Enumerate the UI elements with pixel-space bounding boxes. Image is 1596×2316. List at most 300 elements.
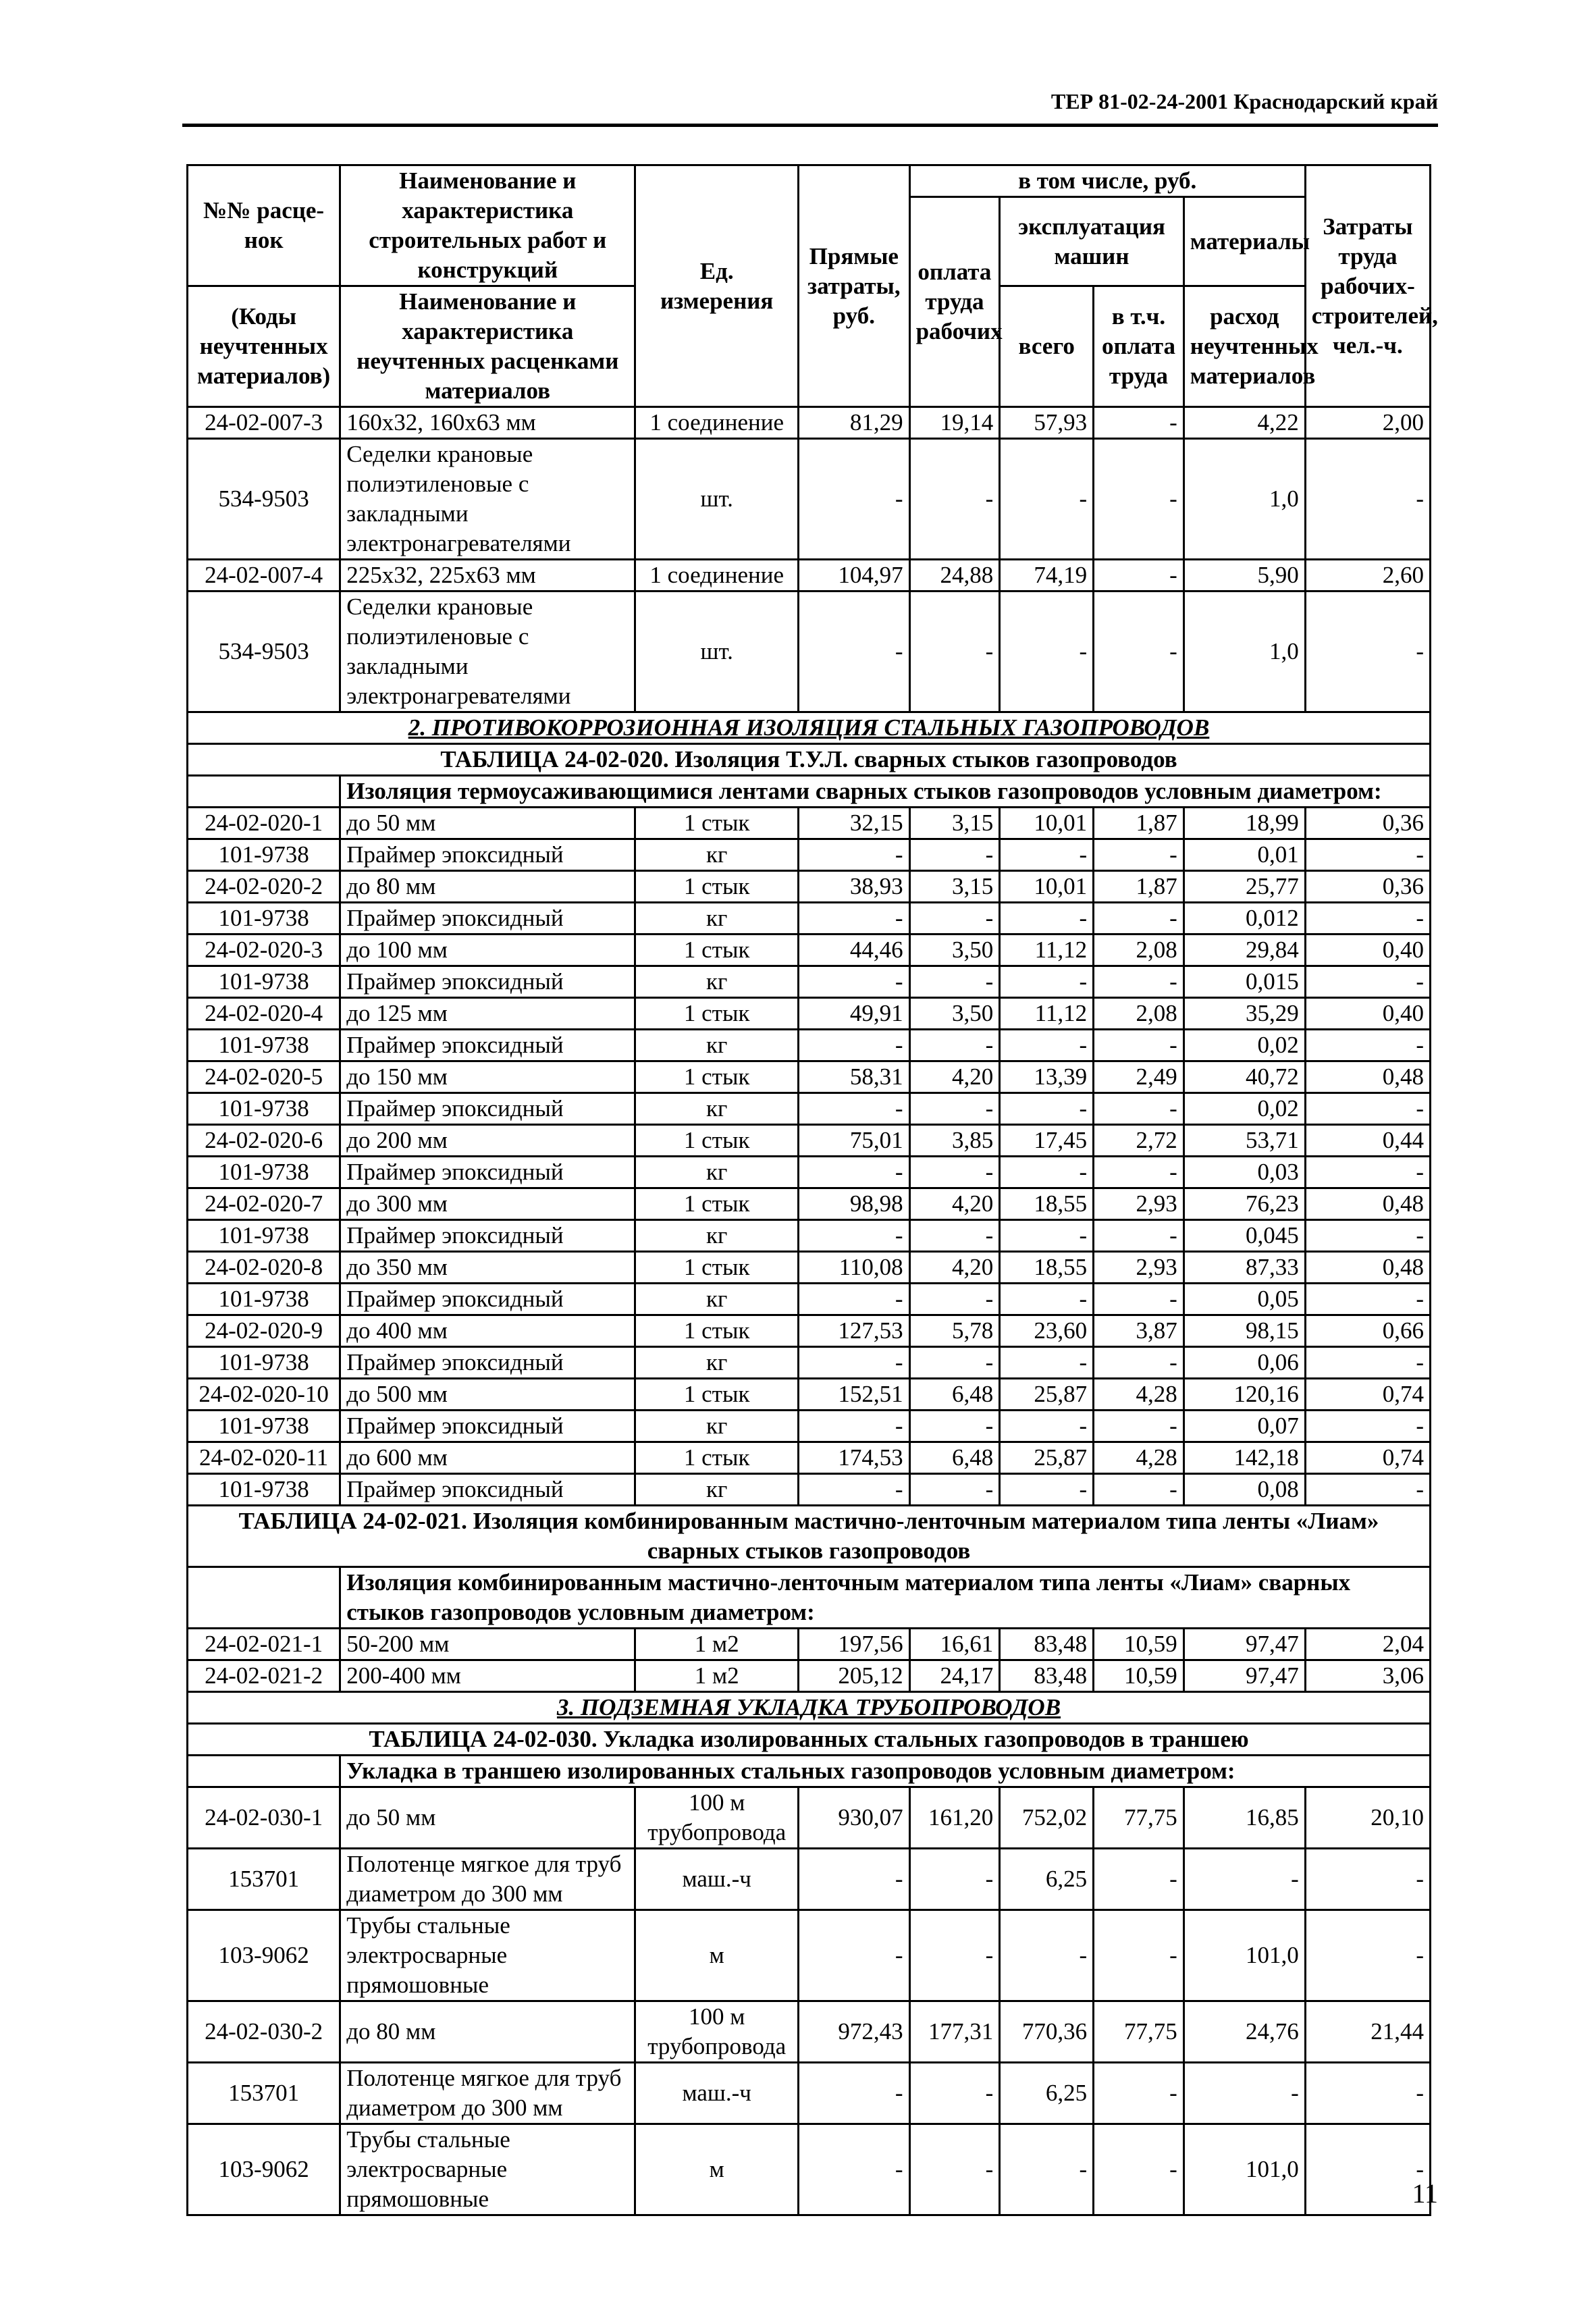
- rate-unit: 1 соединение: [635, 407, 799, 439]
- rate-unit: 1 стык: [635, 998, 799, 1030]
- note-spacer: [188, 776, 340, 808]
- dash-cell: -: [1305, 1284, 1430, 1315]
- wage-cost: 3,85: [909, 1125, 1000, 1157]
- rate-name: до 50 мм: [340, 1787, 635, 1849]
- dash-cell: -: [909, 1474, 1000, 1506]
- rate-unit: 1 стык: [635, 871, 799, 903]
- dash-cell: -: [799, 839, 910, 871]
- dash-cell: -: [909, 1284, 1000, 1315]
- dash-cell: -: [1305, 1220, 1430, 1252]
- labor-cost: 21,44: [1305, 2001, 1430, 2063]
- machine-cost: 6,25: [1000, 2063, 1094, 2124]
- rate-name: до 400 мм: [340, 1315, 635, 1347]
- dash-cell: -: [1183, 1849, 1305, 1910]
- material-unit: маш.-ч: [635, 1849, 799, 1910]
- dash-cell: -: [1094, 966, 1184, 998]
- direct-cost: 174,53: [799, 1442, 910, 1474]
- table-row: [188, 1315, 1431, 1347]
- dash-cell: -: [1094, 1910, 1184, 2001]
- material-row: [188, 903, 1431, 935]
- table-row: [188, 1787, 1431, 1849]
- dash-cell: -: [1000, 1157, 1094, 1188]
- dash-cell: -: [799, 1474, 910, 1506]
- dash-cell: -: [909, 591, 1000, 712]
- table-title: ТАБЛИЦА 24-02-021. Изоляция комбинированным мастично-ленточным материалом типа ленты «Лиам» сварных стыков газопроводов: [188, 1506, 1431, 1567]
- machine-cost: 17,45: [1000, 1125, 1094, 1157]
- direct-cost: 49,91: [799, 998, 910, 1030]
- material-name: Праймер эпоксидный: [340, 1284, 635, 1315]
- machine-cost: 18,55: [1000, 1188, 1094, 1220]
- labor-cost: 0,48: [1305, 1188, 1430, 1220]
- material-cost: 16,85: [1183, 1787, 1305, 1849]
- table-row: [188, 998, 1431, 1030]
- labor-cost: 0,48: [1305, 1252, 1430, 1284]
- material-cost: 4,22: [1183, 407, 1305, 439]
- rate-code: 24-02-020-10: [188, 1379, 340, 1411]
- wage-cost: 3,15: [909, 808, 1000, 839]
- machine-cost: 11,12: [1000, 935, 1094, 966]
- material-unit: кг: [635, 1157, 799, 1188]
- material-unit: кг: [635, 1030, 799, 1061]
- material-code: 101-9738: [188, 1347, 340, 1379]
- dash-cell: -: [1305, 966, 1430, 998]
- dash-cell: -: [909, 1157, 1000, 1188]
- material-cost: 18,99: [1183, 808, 1305, 839]
- dash-cell: -: [1000, 1474, 1094, 1506]
- wage-cost: 5,78: [909, 1315, 1000, 1347]
- material-cost: 87,33: [1183, 1252, 1305, 1284]
- machine-wage: 1,87: [1094, 871, 1184, 903]
- material-code: 101-9738: [188, 1093, 340, 1125]
- material-unit: шт.: [635, 439, 799, 560]
- machine-cost: 752,02: [1000, 1787, 1094, 1849]
- material-code: 101-9738: [188, 839, 340, 871]
- wage-cost: 4,20: [909, 1188, 1000, 1220]
- dash-cell: -: [1000, 439, 1094, 560]
- material-code: 101-9738: [188, 966, 340, 998]
- dash-cell: -: [1000, 1284, 1094, 1315]
- rate-unit: 1 стык: [635, 1061, 799, 1093]
- table-row: [188, 560, 1431, 591]
- material-cost: 24,76: [1183, 2001, 1305, 2063]
- material-row: [188, 839, 1431, 871]
- material-name: Праймер эпоксидный: [340, 1157, 635, 1188]
- table-note: Укладка в траншею изолированных стальных газопроводов условным диаметром:: [340, 1756, 1431, 1787]
- rate-name: до 125 мм: [340, 998, 635, 1030]
- page-number: 11: [1412, 2178, 1438, 2209]
- machine-cost: 13,39: [1000, 1061, 1094, 1093]
- table-row: [188, 1442, 1431, 1474]
- table-row: [188, 1660, 1431, 1692]
- material-row: [188, 1220, 1431, 1252]
- table-row: [188, 2001, 1431, 2063]
- dash-cell: -: [909, 966, 1000, 998]
- col-header-unit: Ед. измерения: [635, 165, 799, 407]
- material-amount: 0,015: [1183, 966, 1305, 998]
- col-header-materials-extra: расход неучтенных материалов: [1183, 286, 1305, 407]
- dash-cell: -: [799, 1093, 910, 1125]
- dash-cell: -: [1000, 966, 1094, 998]
- material-code: 101-9738: [188, 1030, 340, 1061]
- material-amount: 0,05: [1183, 1284, 1305, 1315]
- machine-cost: 74,19: [1000, 560, 1094, 591]
- material-cost: 35,29: [1183, 998, 1305, 1030]
- machine-wage: 10,59: [1094, 1629, 1184, 1660]
- material-row: [188, 1347, 1431, 1379]
- col-header-materials: материалы: [1183, 197, 1305, 286]
- material-unit: м: [635, 2124, 799, 2215]
- labor-cost: 2,60: [1305, 560, 1430, 591]
- table-row: [188, 1125, 1431, 1157]
- direct-cost: 930,07: [799, 1787, 910, 1849]
- material-amount: 0,06: [1183, 1347, 1305, 1379]
- material-name: Трубы стальные электросварные прямошовные: [340, 1910, 635, 2001]
- machine-wage: 2,08: [1094, 998, 1184, 1030]
- rate-code: 24-02-007-4: [188, 560, 340, 591]
- labor-cost: 20,10: [1305, 1787, 1430, 1849]
- rate-unit: 1 стык: [635, 1315, 799, 1347]
- material-name: Трубы стальные электросварные прямошовные: [340, 2124, 635, 2215]
- machine-cost: 83,48: [1000, 1660, 1094, 1692]
- material-amount: 1,0: [1183, 439, 1305, 560]
- table-note: Изоляция комбинированным мастично-ленточным материалом типа ленты «Лиам» сварных стыков газопроводов условным диаметром:: [340, 1567, 1431, 1629]
- rate-unit: 1 стык: [635, 1379, 799, 1411]
- material-name: Полотенце мягкое для труб диаметром до 300 мм: [340, 1849, 635, 1910]
- material-code: 103-9062: [188, 1910, 340, 2001]
- table-title-row: [188, 1506, 1431, 1567]
- machine-wage: 77,75: [1094, 1787, 1184, 1849]
- dash-cell: -: [1094, 591, 1184, 712]
- dash-cell: -: [1094, 1474, 1184, 1506]
- material-unit: шт.: [635, 591, 799, 712]
- rate-code: 24-02-020-3: [188, 935, 340, 966]
- wage-cost: 4,20: [909, 1252, 1000, 1284]
- dash-cell: -: [1305, 2124, 1430, 2215]
- material-amount: 101,0: [1183, 2124, 1305, 2215]
- dash-cell: -: [909, 1411, 1000, 1442]
- direct-cost: 127,53: [799, 1315, 910, 1347]
- machine-wage: 10,59: [1094, 1660, 1184, 1692]
- rates-table: [186, 164, 1438, 2216]
- rate-unit: 1 м2: [635, 1629, 799, 1660]
- dash-cell: -: [799, 1220, 910, 1252]
- dash-cell: -: [909, 903, 1000, 935]
- labor-cost: 0,40: [1305, 935, 1430, 966]
- dash-cell: -: [1000, 591, 1094, 712]
- material-unit: кг: [635, 1347, 799, 1379]
- wage-cost: 161,20: [909, 1787, 1000, 1849]
- material-unit: кг: [635, 1474, 799, 1506]
- machine-wage: 2,93: [1094, 1188, 1184, 1220]
- material-code: 101-9738: [188, 1474, 340, 1506]
- table-row: [188, 871, 1431, 903]
- wage-cost: 3,15: [909, 871, 1000, 903]
- material-row: [188, 1284, 1431, 1315]
- note-spacer: [188, 1567, 340, 1629]
- note-row: [188, 1756, 1431, 1787]
- rate-name: до 500 мм: [340, 1379, 635, 1411]
- material-code: 534-9503: [188, 591, 340, 712]
- labor-cost: 3,06: [1305, 1660, 1430, 1692]
- rate-code: 24-02-020-11: [188, 1442, 340, 1474]
- dash-cell: -: [799, 591, 910, 712]
- col-header-code-bottom: (Коды неучтенных материалов): [188, 286, 340, 407]
- dash-cell: -: [799, 1411, 910, 1442]
- rate-name: до 200 мм: [340, 1125, 635, 1157]
- material-amount: 0,02: [1183, 1093, 1305, 1125]
- rate-code: 24-02-020-6: [188, 1125, 340, 1157]
- dash-cell: -: [1094, 1157, 1184, 1188]
- col-header-machines-wage: в т.ч. оплата труда: [1094, 286, 1184, 407]
- rate-name: 200-400 мм: [340, 1660, 635, 1692]
- dash-cell: -: [799, 903, 910, 935]
- machine-cost: 25,87: [1000, 1379, 1094, 1411]
- dash-cell: -: [1094, 1030, 1184, 1061]
- col-header-incl: в том числе, руб.: [909, 165, 1305, 197]
- material-name: Седелки крановые полиэтиленовые с закладными электронагревателями: [340, 591, 635, 712]
- table-row: [188, 1252, 1431, 1284]
- material-code: 101-9738: [188, 1284, 340, 1315]
- material-cost: 25,77: [1183, 871, 1305, 903]
- header-rule: [182, 124, 1438, 127]
- material-cost: 97,47: [1183, 1629, 1305, 1660]
- machine-wage: 4,28: [1094, 1442, 1184, 1474]
- rate-unit: 1 стык: [635, 1442, 799, 1474]
- material-name: Праймер эпоксидный: [340, 1030, 635, 1061]
- dash-cell: -: [799, 1849, 910, 1910]
- dash-cell: -: [1094, 1411, 1184, 1442]
- rate-unit: 100 м трубопровода: [635, 1787, 799, 1849]
- machine-cost: 11,12: [1000, 998, 1094, 1030]
- dash-cell: -: [909, 1910, 1000, 2001]
- note-row: [188, 1567, 1431, 1629]
- labor-cost: 2,04: [1305, 1629, 1430, 1660]
- dash-cell: -: [1094, 439, 1184, 560]
- direct-cost: 44,46: [799, 935, 910, 966]
- dash-cell: -: [1094, 903, 1184, 935]
- dash-cell: -: [799, 1030, 910, 1061]
- material-cost: 142,18: [1183, 1442, 1305, 1474]
- material-code: 153701: [188, 2063, 340, 2124]
- dash-cell: -: [1000, 1030, 1094, 1061]
- material-amount: 0,012: [1183, 903, 1305, 935]
- rate-code: 24-02-030-1: [188, 1787, 340, 1849]
- dash-cell: -: [1305, 2063, 1430, 2124]
- material-unit: маш.-ч: [635, 2063, 799, 2124]
- material-row: [188, 439, 1431, 560]
- material-code: 101-9738: [188, 1220, 340, 1252]
- machine-cost: 18,55: [1000, 1252, 1094, 1284]
- material-row: [188, 591, 1431, 712]
- dash-cell: -: [1305, 903, 1430, 935]
- material-cost: 98,15: [1183, 1315, 1305, 1347]
- wage-cost: 19,14: [909, 407, 1000, 439]
- dash-cell: -: [1305, 1910, 1430, 2001]
- dash-cell: -: [799, 1157, 910, 1188]
- material-row: [188, 2063, 1431, 2124]
- labor-cost: 0,66: [1305, 1315, 1430, 1347]
- col-header-wage: оплата труда рабочих: [909, 197, 1000, 407]
- rate-code: 24-02-020-5: [188, 1061, 340, 1093]
- section-title: 2. ПРОТИВОКОРРОЗИОННАЯ ИЗОЛЯЦИЯ СТАЛЬНЫХ ГАЗОПРОВОДОВ: [188, 712, 1431, 744]
- material-code: 101-9738: [188, 1411, 340, 1442]
- material-row: [188, 1411, 1431, 1442]
- dash-cell: -: [1305, 1347, 1430, 1379]
- dash-cell: -: [1000, 1220, 1094, 1252]
- machine-wage: 4,28: [1094, 1379, 1184, 1411]
- dash-cell: -: [1094, 2063, 1184, 2124]
- dash-cell: -: [1305, 839, 1430, 871]
- dash-cell: -: [799, 966, 910, 998]
- section-title-row: [188, 1692, 1431, 1724]
- document-header: ТЕР 81-02-24-2001 Краснодарский край: [1050, 89, 1438, 113]
- direct-cost: 38,93: [799, 871, 910, 903]
- material-cost: 120,16: [1183, 1379, 1305, 1411]
- direct-cost: 972,43: [799, 2001, 910, 2063]
- dash-cell: -: [1000, 1347, 1094, 1379]
- rate-code: 24-02-007-3: [188, 407, 340, 439]
- material-row: [188, 2124, 1431, 2215]
- table-row: [188, 1629, 1431, 1660]
- wage-cost: 6,48: [909, 1379, 1000, 1411]
- dash-cell: -: [1305, 1411, 1430, 1442]
- table-row: [188, 1379, 1431, 1411]
- material-row: [188, 1910, 1431, 2001]
- col-header-direct: Прямые затраты, руб.: [799, 165, 910, 407]
- note-row: [188, 776, 1431, 808]
- rate-name: до 80 мм: [340, 2001, 635, 2063]
- dash-cell: -: [1305, 1093, 1430, 1125]
- material-amount: 0,045: [1183, 1220, 1305, 1252]
- dash-cell: -: [1000, 903, 1094, 935]
- dash-cell: -: [909, 1220, 1000, 1252]
- direct-cost: 32,15: [799, 808, 910, 839]
- labor-cost: 0,44: [1305, 1125, 1430, 1157]
- labor-cost: 0,48: [1305, 1061, 1430, 1093]
- material-name: Праймер эпоксидный: [340, 1474, 635, 1506]
- col-header-name: Наименование и характеристика строительных работ и конструкций: [340, 165, 635, 286]
- section-title: 3. ПОДЗЕМНАЯ УКЛАДКА ТРУБОПРОВОДОВ: [188, 1692, 1431, 1724]
- col-header-name-bottom: Наименование и характеристика неучтенных расценками материалов: [340, 286, 635, 407]
- dash-cell: -: [1000, 2124, 1094, 2215]
- machine-wage: -: [1094, 407, 1184, 439]
- rate-name: до 600 мм: [340, 1442, 635, 1474]
- rate-unit: 1 соединение: [635, 560, 799, 591]
- labor-cost: 0,36: [1305, 808, 1430, 839]
- table-row: [188, 1188, 1431, 1220]
- material-unit: кг: [635, 839, 799, 871]
- rate-name: до 50 мм: [340, 808, 635, 839]
- machine-cost: 57,93: [1000, 407, 1094, 439]
- labor-cost: 0,74: [1305, 1442, 1430, 1474]
- wage-cost: 3,50: [909, 998, 1000, 1030]
- material-name: Седелки крановые полиэтиленовые с закладными электронагревателями: [340, 439, 635, 560]
- dash-cell: -: [1000, 1411, 1094, 1442]
- material-name: Праймер эпоксидный: [340, 1411, 635, 1442]
- dash-cell: -: [1094, 1347, 1184, 1379]
- header-row: [188, 165, 1431, 197]
- rate-code: 24-02-020-9: [188, 1315, 340, 1347]
- material-code: 534-9503: [188, 439, 340, 560]
- material-amount: 0,02: [1183, 1030, 1305, 1061]
- col-header-machines-total: всего: [1000, 286, 1094, 407]
- wage-cost: 24,88: [909, 560, 1000, 591]
- material-cost: 29,84: [1183, 935, 1305, 966]
- machine-wage: 2,08: [1094, 935, 1184, 966]
- dash-cell: -: [1305, 1474, 1430, 1506]
- dash-cell: -: [799, 1910, 910, 2001]
- material-name: Праймер эпоксидный: [340, 903, 635, 935]
- rate-code: 24-02-030-2: [188, 2001, 340, 2063]
- material-cost: 97,47: [1183, 1660, 1305, 1692]
- machine-wage: 77,75: [1094, 2001, 1184, 2063]
- rate-unit: 1 стык: [635, 1252, 799, 1284]
- material-unit: кг: [635, 903, 799, 935]
- wage-cost: 6,48: [909, 1442, 1000, 1474]
- col-header-code: №№ расце-нок: [188, 165, 340, 286]
- table-title: ТАБЛИЦА 24-02-030. Укладка изолированных стальных газопроводов в траншею: [188, 1724, 1431, 1756]
- material-row: [188, 1030, 1431, 1061]
- labor-cost: 2,00: [1305, 407, 1430, 439]
- wage-cost: 16,61: [909, 1629, 1000, 1660]
- material-unit: кг: [635, 1284, 799, 1315]
- dash-cell: -: [1305, 439, 1430, 560]
- machine-wage: 3,87: [1094, 1315, 1184, 1347]
- machine-cost: 6,25: [1000, 1849, 1094, 1910]
- dash-cell: -: [1183, 2063, 1305, 2124]
- material-name: Праймер эпоксидный: [340, 966, 635, 998]
- material-code: 103-9062: [188, 2124, 340, 2215]
- material-amount: 1,0: [1183, 591, 1305, 712]
- dash-cell: -: [1094, 839, 1184, 871]
- direct-cost: 152,51: [799, 1379, 910, 1411]
- machine-cost: 23,60: [1000, 1315, 1094, 1347]
- dash-cell: -: [799, 2124, 910, 2215]
- rate-code: 24-02-021-1: [188, 1629, 340, 1660]
- dash-cell: -: [799, 2063, 910, 2124]
- material-row: [188, 1157, 1431, 1188]
- dash-cell: -: [1000, 1910, 1094, 2001]
- dash-cell: -: [909, 1849, 1000, 1910]
- rate-name: до 150 мм: [340, 1061, 635, 1093]
- wage-cost: 24,17: [909, 1660, 1000, 1692]
- material-unit: кг: [635, 966, 799, 998]
- wage-cost: 4,20: [909, 1061, 1000, 1093]
- wage-cost: 177,31: [909, 2001, 1000, 2063]
- material-name: Праймер эпоксидный: [340, 1220, 635, 1252]
- rate-name: до 100 мм: [340, 935, 635, 966]
- machine-cost: 83,48: [1000, 1629, 1094, 1660]
- table-title-row: [188, 1724, 1431, 1756]
- rate-name: 50-200 мм: [340, 1629, 635, 1660]
- direct-cost: 98,98: [799, 1188, 910, 1220]
- rate-unit: 1 стык: [635, 1125, 799, 1157]
- dash-cell: -: [1000, 839, 1094, 871]
- machine-wage: 2,93: [1094, 1252, 1184, 1284]
- dash-cell: -: [1305, 1849, 1430, 1910]
- material-cost: 5,90: [1183, 560, 1305, 591]
- machine-cost: 10,01: [1000, 808, 1094, 839]
- material-amount: 0,01: [1183, 839, 1305, 871]
- machine-cost: 10,01: [1000, 871, 1094, 903]
- rate-code: 24-02-020-8: [188, 1252, 340, 1284]
- machine-wage: 2,72: [1094, 1125, 1184, 1157]
- dash-cell: -: [799, 439, 910, 560]
- material-row: [188, 1474, 1431, 1506]
- rate-name: до 350 мм: [340, 1252, 635, 1284]
- dash-cell: -: [1094, 1849, 1184, 1910]
- table-title-row: [188, 744, 1431, 776]
